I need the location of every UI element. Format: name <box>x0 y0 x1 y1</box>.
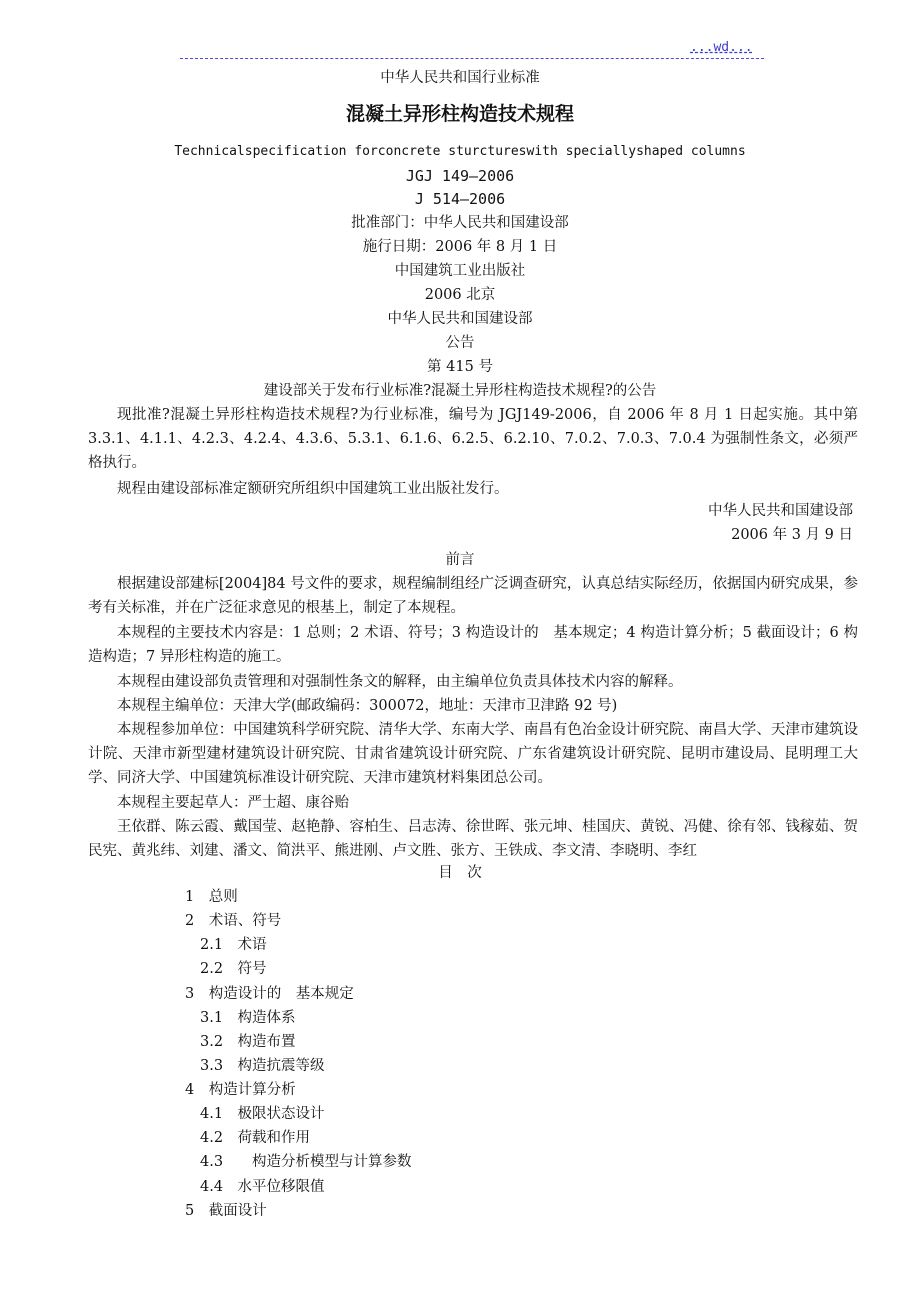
notice-subject: 建设部关于发布行业标准?混凝土异形柱构造技术规程?的公告 <box>263 383 657 399</box>
standard-code-jgj: JGJ 149—2006 <box>405 167 515 185</box>
approval-dept: 批准部门：中华人民共和国建设部 <box>351 215 569 231</box>
toc-item[interactable]: 5 截面设计 <box>185 1203 267 1219</box>
header-tag: ...wd... <box>690 40 753 55</box>
toc-heading: 目 次 <box>438 865 482 881</box>
preface-paragraph-6-text: 本规程主要起草人：严士超、康谷贻 <box>117 795 349 811</box>
toc-item[interactable]: 4.1 极限状态设计 <box>200 1106 325 1122</box>
english-title: Technicalspecification forconcrete sturctureswith speciallyshaped columns <box>174 144 746 159</box>
publisher: 中国建筑工业出版社 <box>394 263 526 279</box>
preface-heading: 前言 <box>445 552 475 568</box>
standard-org: 中华人民共和国行业标准 <box>380 70 540 86</box>
preface-paragraph-3-text: 本规程由建设部负责管理和对强制性条文的解释，由主编单位负责具体技术内容的解释。 <box>117 674 683 690</box>
preface-paragraph-5-text: 本规程参加单位：中国建筑科学研究院、清华大学、东南大学、南昌有色冶金设计研究院、南昌大学、天津市建筑设计院、天津市新型建材建筑设计研究院、甘肃省建筑设计研究院、广东省建筑设计研究院、昆明市建设局、昆明理工大学、同济大学、中国建筑标准设计研究院、天津市建筑材料集团总公司。 <box>88 722 858 786</box>
preface-paragraph-2 <box>88 621 858 669</box>
preface-paragraph-1 <box>88 572 858 620</box>
toc-item[interactable]: 2.2 符号 <box>200 961 267 977</box>
notice-number: 第 415 号 <box>427 359 493 375</box>
toc-item[interactable]: 2 术语、符号 <box>185 913 282 929</box>
preface-paragraph-7-text: 王依群、陈云霞、戴国莹、赵艳静、容柏生、吕志涛、徐世晖、张元坤、桂国庆、黄锐、冯健、徐有邻、钱稼茹、贺民宪、黄兆纬、刘建、潘文、简洪平、熊进刚、卢文胜、张方、王铁成、李文清、李晓明、李红 <box>88 819 858 859</box>
notice-heading: 公告 <box>445 335 475 351</box>
toc-item[interactable]: 4.2 荷载和作用 <box>200 1130 311 1146</box>
effective-date: 施行日期：2006 年 8 月 1 日 <box>362 239 558 255</box>
toc-item[interactable]: 3 构造设计的 基本规定 <box>185 986 354 1002</box>
preface-paragraph-1-text: 根据建设部建标[2004]84 号文件的要求，规程编制组经广泛调查研究，认真总结实际经历，依据国内研究成果，参考有关标准，并在广泛征求意见的根基上，制定了本规程。 <box>88 576 858 616</box>
toc-item[interactable]: 4 构造计算分析 <box>185 1082 296 1098</box>
preface-paragraph-3 <box>88 670 858 694</box>
toc-item[interactable]: 1 总则 <box>185 889 238 905</box>
preface-paragraph-5 <box>88 718 858 790</box>
toc-item[interactable]: 4.4 水平位移限值 <box>200 1179 325 1195</box>
toc-item[interactable]: 3.3 构造抗震等级 <box>200 1058 325 1074</box>
toc-item[interactable]: 4.3 构造分析模型与计算参数 <box>200 1154 412 1170</box>
toc-item[interactable]: 2.1 术语 <box>200 937 267 953</box>
ministry-name: 中华人民共和国建设部 <box>387 311 533 327</box>
notice-date: 2006 年 3 月 9 日 <box>731 527 853 543</box>
notice-paragraph-2 <box>88 477 858 501</box>
preface-paragraph-2-text: 本规程的主要技术内容是：1 总则；2 术语、符号；3 构造设计的 基本规定；4 构造计算分析；5 截面设计；6 构造构造；7 异形柱构造的施工。 <box>88 625 858 665</box>
preface-paragraph-7 <box>88 815 858 863</box>
notice-paragraph-1-text: 现批准?混凝土异形柱构造技术规程?为行业标准，编号为 JGJ149-2006，自 2006 年 8 月 1 日起实施。其中第 3.3.1、4.1.1、4.2.3、4.2.4、4.3.6、5.3.1、6.1.6、6.2.5、6.2.10、7.0.2、7.0.3、7.0.4 为强制性条文，必须严格执行。 <box>88 407 858 471</box>
toc-item[interactable]: 3.1 构造体系 <box>200 1010 296 1026</box>
preface-paragraph-4-text: 本规程主编单位：天津大学(邮政编码：300072，地址：天津市卫津路 92 号) <box>117 698 618 714</box>
toc-item[interactable]: 3.2 构造布置 <box>200 1034 296 1050</box>
document-title: 混凝土异形柱构造技术规程 <box>345 103 574 125</box>
standard-code-j: J 514—2006 <box>414 190 506 208</box>
preface-paragraph-4 <box>88 694 858 718</box>
notice-paragraph-2-text: 规程由建设部标准定额研究所组织中国建筑工业出版社发行。 <box>117 481 509 497</box>
notice-signature: 中华人民共和国建设部 <box>708 503 853 519</box>
notice-paragraph-1 <box>88 403 858 475</box>
header-dashed-rule <box>180 58 764 59</box>
preface-paragraph-6 <box>88 791 858 815</box>
publish-place: 2006 北京 <box>424 287 496 303</box>
